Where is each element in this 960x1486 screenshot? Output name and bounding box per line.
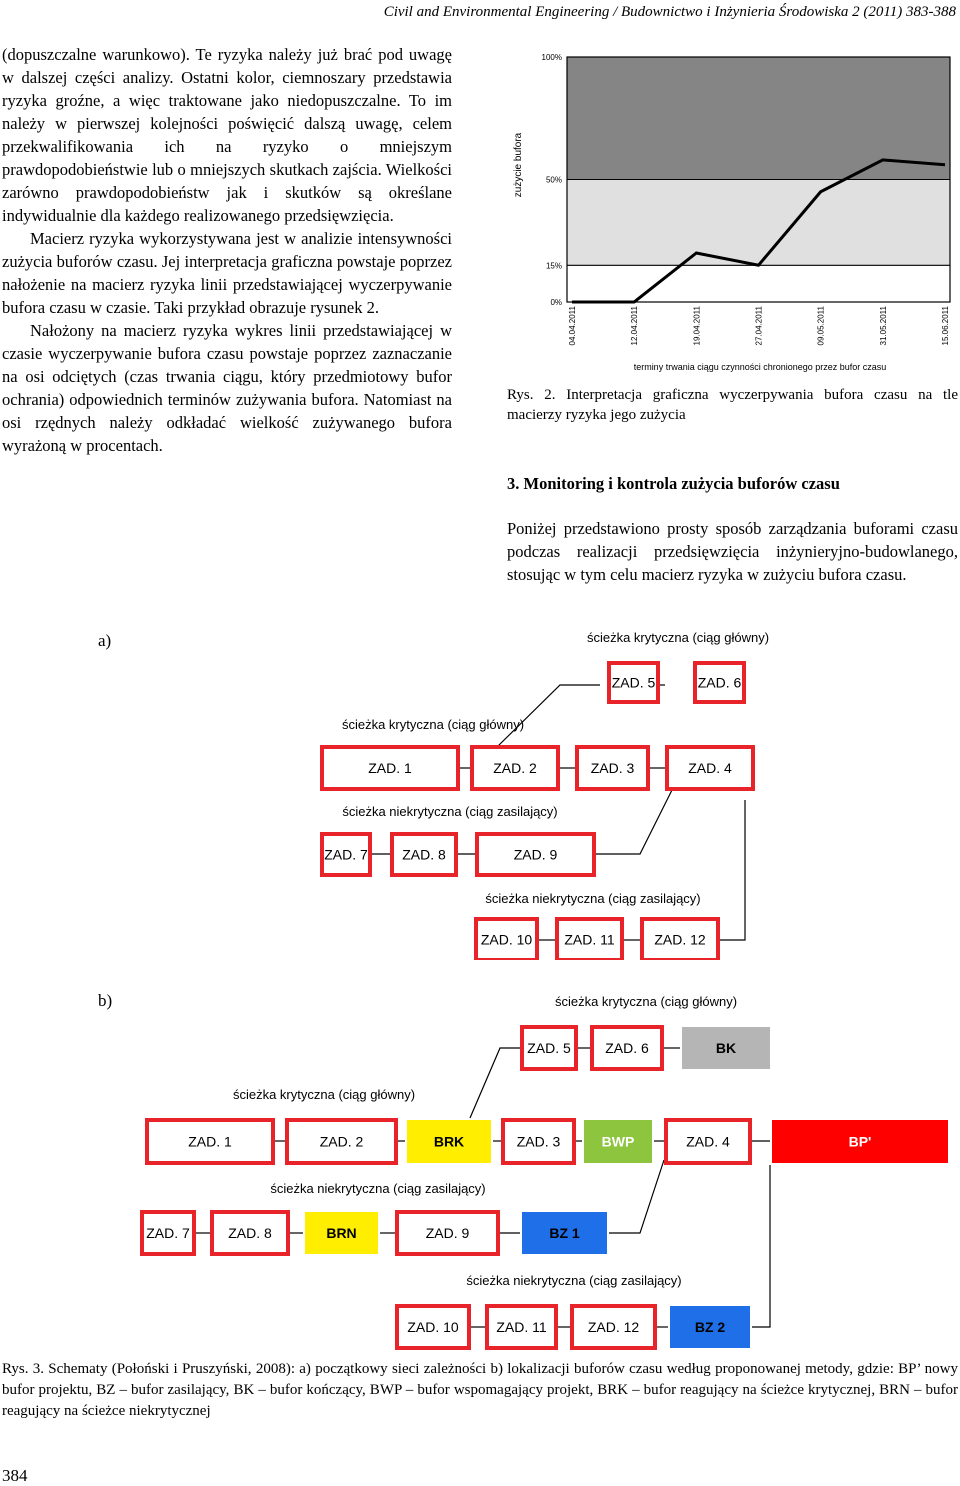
diagram-b-label: b) — [98, 991, 113, 1010]
task-box-label: ZAD. 8 — [402, 846, 446, 863]
task-box-label: ZAD. 10 — [480, 931, 533, 948]
x-axis-label: terminy trwania ciągu czynności chronionego przez bufor czasu — [633, 362, 887, 372]
y-tick-label: 0% — [550, 298, 562, 307]
x-ticks — [568, 305, 950, 345]
page-number: 384 — [2, 1466, 28, 1485]
y-tick-label: 15% — [545, 261, 562, 271]
task-box-label: ZAD. 2 — [319, 1133, 364, 1150]
diagram-a-path-crit-top: ścieżka krytyczna (ciąg główny) — [586, 630, 770, 645]
task-box-label: ZAD. 4 — [686, 1133, 730, 1150]
x-tick-label: 27.04.2011 — [754, 306, 764, 346]
risk-zone-1 — [567, 265, 950, 302]
diagram-b-path-noncrit-1: ścieżka niekrytyczna (ciąg zasilający) — [270, 1181, 486, 1196]
task-box-label: ZAD. 11 — [564, 931, 615, 948]
y-tick-label: 100% — [541, 53, 562, 62]
task-box-label: BK — [715, 1040, 737, 1056]
task-box-label: BZ 1 — [549, 1225, 580, 1241]
task-box-label: ZAD. 9 — [425, 1225, 470, 1241]
diagram-b-path-crit-top: ścieżka krytyczna (ciąg główny) — [554, 994, 738, 1009]
task-box-label: ZAD. 10 — [407, 1319, 459, 1335]
diagram-a-path-crit-main: ścieżka krytyczna (ciąg główny) — [341, 717, 525, 732]
risk-zones — [567, 57, 950, 302]
figure-3-caption: Rys. 3. Schematy (Połoński i Pruszyński, 2008): a) początkowy sieci zależności b) lokalizacji buforów czasu według proponowanej metody, gdzie: BP’ nowy bufor projektu, BZ – bufor zasilający, BK – bufor kończący, BWP – bufor wspomagający projekt, BRK – bufor reagujący na ścieżce krytycznej, BRN – bufor reagujący na ścieżce niekrytycznej — [2, 1361, 958, 1419]
task-box-label: ZAD. 5 — [527, 1040, 571, 1056]
y-axis-label: zużycie bufora — [513, 132, 524, 198]
y-tick-label: 50% — [545, 175, 562, 185]
task-box-label: ZAD. 11 — [496, 1319, 547, 1335]
task-box-label: BZ 2 — [694, 1319, 726, 1335]
left-column — [2, 43, 452, 457]
paragraph-1: (dopuszczalne warunkowo). Te ryzyka należy już brać pod uwagę w dalszej części analizy. Ostatni kolor, ciemnoszary przedstawia ryzyka groźne, a więc traktowane jako niedopuszczalne. To im należy w pierwszej kolejności poświęcić dalszą uwagę, celem przekwalifikowania ich na ryzyko o mniejszym prawdopodobieństwie lub o mniejszych skutkach zajścia. Wielkości zarówno prawdopodobieństw jak i skutków są określane indywidualnie dla każdego realizowanego przedsięwzięcia. — [2, 45, 452, 225]
task-box-label: ZAD. 5 — [611, 674, 656, 691]
task-box-label: BWP — [601, 1133, 635, 1150]
x-tick-label: 04.04.2011 — [568, 306, 577, 346]
diagram-a-path-noncrit-1: ścieżka niekrytyczna (ciąg zasilający) — [342, 804, 558, 819]
risk-zone-2 — [567, 180, 950, 266]
x-tick-label: 09.05.2011 — [816, 306, 826, 346]
network-diagram-a — [0, 620, 960, 960]
x-tick-label: 31.05.2011 — [878, 306, 888, 346]
task-box-label: BRK — [433, 1133, 465, 1150]
paragraph-3: Nałożony na macierz ryzyka wykres linii przedstawiającej w czasie wyczerpywanie bufora czasu powstaje poprzez zaznaczanie na osi odciętych (czas trwania ciągu, który przedmiotowy bufor ochrania) odpowiednich terminów zużywania bufora. Natomiast na osi rzędnych należy odkładać wielkość zużywanego bufora wyrażoną w procentach. — [2, 321, 452, 455]
task-box-label: BRN — [326, 1225, 357, 1241]
section-3 — [507, 472, 958, 586]
task-box-label: ZAD. 2 — [493, 760, 537, 776]
diagram-a-path-noncrit-2: ścieżka niekrytyczna (ciąg zasilający) — [485, 891, 701, 906]
x-tick-label: 12.04.2011 — [630, 306, 640, 346]
task-box-label: ZAD. 7 — [146, 1225, 190, 1241]
journal-header: Civil and Environmental Engineering / Budownictwo i Inżynieria Środowiska 2 (2011) 383-388 — [383, 4, 956, 20]
task-box-label: ZAD. 12 — [654, 931, 706, 948]
task-box-label: ZAD. 9 — [513, 846, 558, 863]
buffer-consumption-chart — [507, 45, 958, 375]
task-box-label: ZAD. 6 — [605, 1040, 649, 1056]
task-box-label: ZAD. 1 — [368, 760, 412, 776]
diagram-a-label: a) — [98, 631, 112, 650]
task-box-label: ZAD. 12 — [587, 1319, 640, 1335]
task-box-label: BP' — [848, 1133, 872, 1150]
task-box-label: ZAD. 3 — [516, 1133, 561, 1150]
task-box-label: ZAD. 1 — [188, 1133, 232, 1150]
y-ticks — [542, 53, 562, 307]
task-box-label: ZAD. 7 — [324, 846, 368, 863]
task-box-label: ZAD. 6 — [697, 674, 742, 691]
paragraph-2: Macierz ryzyka wykorzystywana jest w analizie intensywności zużycia buforów czasu. Jej interpretacja graficzna powstaje poprzez nałożenie na macierz ryzyka linii przedstawiającej wyczerpywanie bufora czasu w czasie. Taki przykład obrazuje rysunek 2. — [2, 229, 452, 317]
diagram-b-path-noncrit-2: ścieżka niekrytyczna (ciąg zasilający) — [466, 1273, 682, 1288]
x-tick-label: 19.04.2011 — [692, 306, 702, 346]
task-box-label: ZAD. 4 — [688, 760, 732, 776]
figure-2-caption: Rys. 2. Interpretacja graficzna wyczerpywania bufora czasu na tle macierzy ryzyka jego zużycia — [507, 387, 958, 423]
diagram-b-path-crit-main: ścieżka krytyczna (ciąg główny) — [232, 1087, 416, 1102]
x-tick-label: 15.06.2011 — [941, 306, 950, 346]
network-diagram-b — [0, 990, 960, 1355]
section-3-heading: 3. Monitoring i kontrola zużycia buforów czasu — [507, 474, 840, 493]
task-box-label: ZAD. 8 — [228, 1225, 272, 1241]
section-3-text: Poniżej przedstawiono prosty sposób zarządzania buforami czasu podczas realizacji przedsięwzięcia inżynieryjno-budowlanego, stosując w tym celu macierz ryzyka w zużyciu bufora czasu. — [507, 519, 958, 584]
task-box-label: ZAD. 3 — [590, 760, 635, 776]
